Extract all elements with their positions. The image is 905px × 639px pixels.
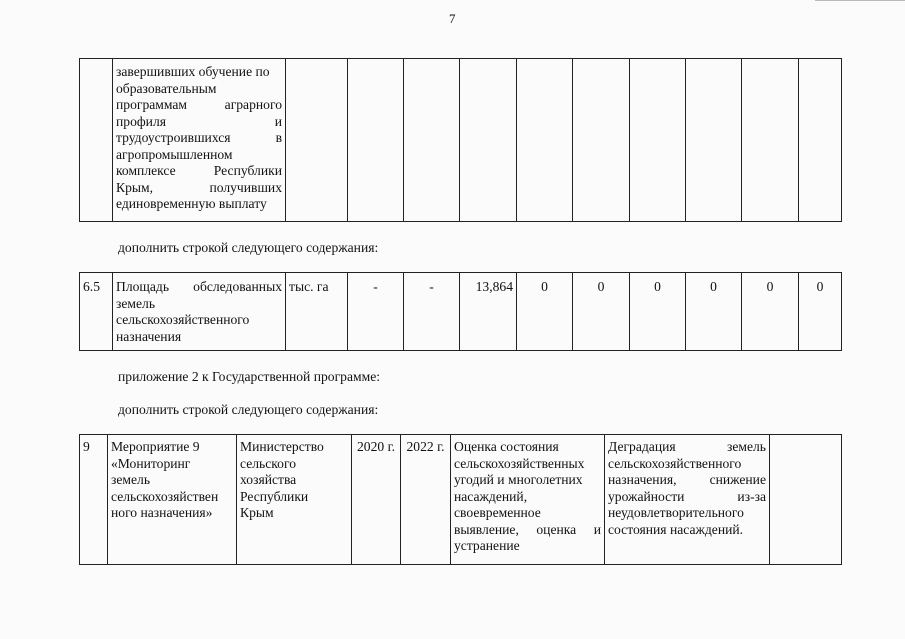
- cell-executor: [237, 435, 352, 565]
- text-line: своевременное: [454, 505, 541, 520]
- paragraph-add-row-1: дополнить строкой следующего содержания:: [118, 240, 379, 255]
- text-line: «Мониторинг: [111, 455, 191, 471]
- text-line: комплексе Республики: [116, 163, 282, 178]
- cell-value: -: [404, 273, 460, 351]
- header-rule: [815, 0, 905, 1]
- text-line: земель: [111, 472, 151, 487]
- text-line: агропромышленном: [116, 146, 233, 162]
- cell-indicator: [113, 59, 286, 222]
- cell-event: [108, 435, 237, 565]
- text-line: состояния насаждений.: [608, 521, 744, 537]
- text-line: сельскохозяйствен: [111, 488, 219, 504]
- text-line: сельскохозяйственных: [454, 455, 585, 471]
- text-line: Крым, получивших: [116, 179, 282, 195]
- text-line: земель: [116, 295, 156, 311]
- cell: [404, 59, 460, 222]
- cell-start-year: 2020 г.: [352, 435, 401, 565]
- text-line: Республики: [240, 488, 309, 504]
- text-line: Мероприятие 9: [111, 439, 200, 454]
- text-line: Площадь обследованных: [116, 279, 282, 294]
- text-line: неудовлетворительного: [608, 505, 744, 520]
- text-line: сельского: [240, 455, 296, 471]
- cell: [286, 59, 348, 222]
- text-line: трудоустроившихся в: [116, 130, 282, 145]
- cell-value: 0: [742, 273, 799, 351]
- table-row: [80, 435, 842, 565]
- text-line: урожайности из-за: [608, 488, 766, 504]
- cell-value: -: [348, 273, 404, 351]
- text-line: образовательным: [116, 80, 217, 96]
- cell-result: [451, 435, 605, 565]
- table-row: [80, 273, 842, 351]
- table-indicator-6-5: [79, 272, 842, 351]
- text-line: единовременную выплату: [116, 196, 267, 211]
- cell-indicator: [113, 273, 286, 351]
- text-line: профиля и: [116, 113, 282, 129]
- cell-empty: [770, 435, 842, 565]
- text-line: насаждений,: [454, 488, 528, 504]
- text-line: хозяйства: [240, 472, 297, 487]
- page-number: 7: [449, 11, 456, 26]
- cell: [460, 59, 517, 222]
- text-line: программам аграрного: [116, 97, 282, 112]
- cell: [686, 59, 742, 222]
- cell: [348, 59, 404, 222]
- table-event-9: [79, 434, 842, 565]
- text-line: выявление, оценка и: [454, 521, 601, 537]
- cell-num: 6.5: [80, 273, 113, 351]
- paragraph-add-row-2: дополнить строкой следующего содержания:: [118, 402, 379, 417]
- cell-value: 0: [686, 273, 742, 351]
- table-continuation: [79, 58, 842, 222]
- text-line: Министерство: [240, 439, 324, 454]
- cell: [799, 59, 842, 222]
- table-row: [80, 59, 842, 222]
- cell-num: [80, 59, 113, 222]
- text-line: назначения, снижение: [608, 472, 766, 487]
- text-line: Крым: [240, 505, 274, 520]
- text-line: завершивших обучение по: [116, 64, 270, 79]
- text-line: сельскохозяйственного: [116, 312, 250, 327]
- cell-value: 0: [573, 273, 630, 351]
- text-line: Оценка состояния: [454, 439, 559, 454]
- text-line: ного назначения»: [111, 505, 213, 520]
- cell-consequences: [605, 435, 770, 565]
- cell-value: 0: [517, 273, 573, 351]
- cell-end-year: 2022 г.: [401, 435, 451, 565]
- text-line: назначения: [116, 328, 182, 344]
- cell-unit: тыс. га: [286, 273, 348, 351]
- text-line: сельскохозяйственного: [608, 455, 742, 471]
- text-line: устранение: [454, 538, 520, 553]
- cell: [742, 59, 799, 222]
- cell: [517, 59, 573, 222]
- cell-value: 13,864: [460, 273, 517, 351]
- cell: [630, 59, 686, 222]
- text-line: Деградация земель: [608, 439, 766, 454]
- text-line: угодий и многолетних: [454, 472, 583, 487]
- cell-value: 0: [630, 273, 686, 351]
- cell: [573, 59, 630, 222]
- cell-num: 9: [80, 435, 108, 565]
- paragraph-appendix-2: приложение 2 к Государственной программе:: [118, 369, 381, 384]
- cell-value: 0: [799, 273, 842, 351]
